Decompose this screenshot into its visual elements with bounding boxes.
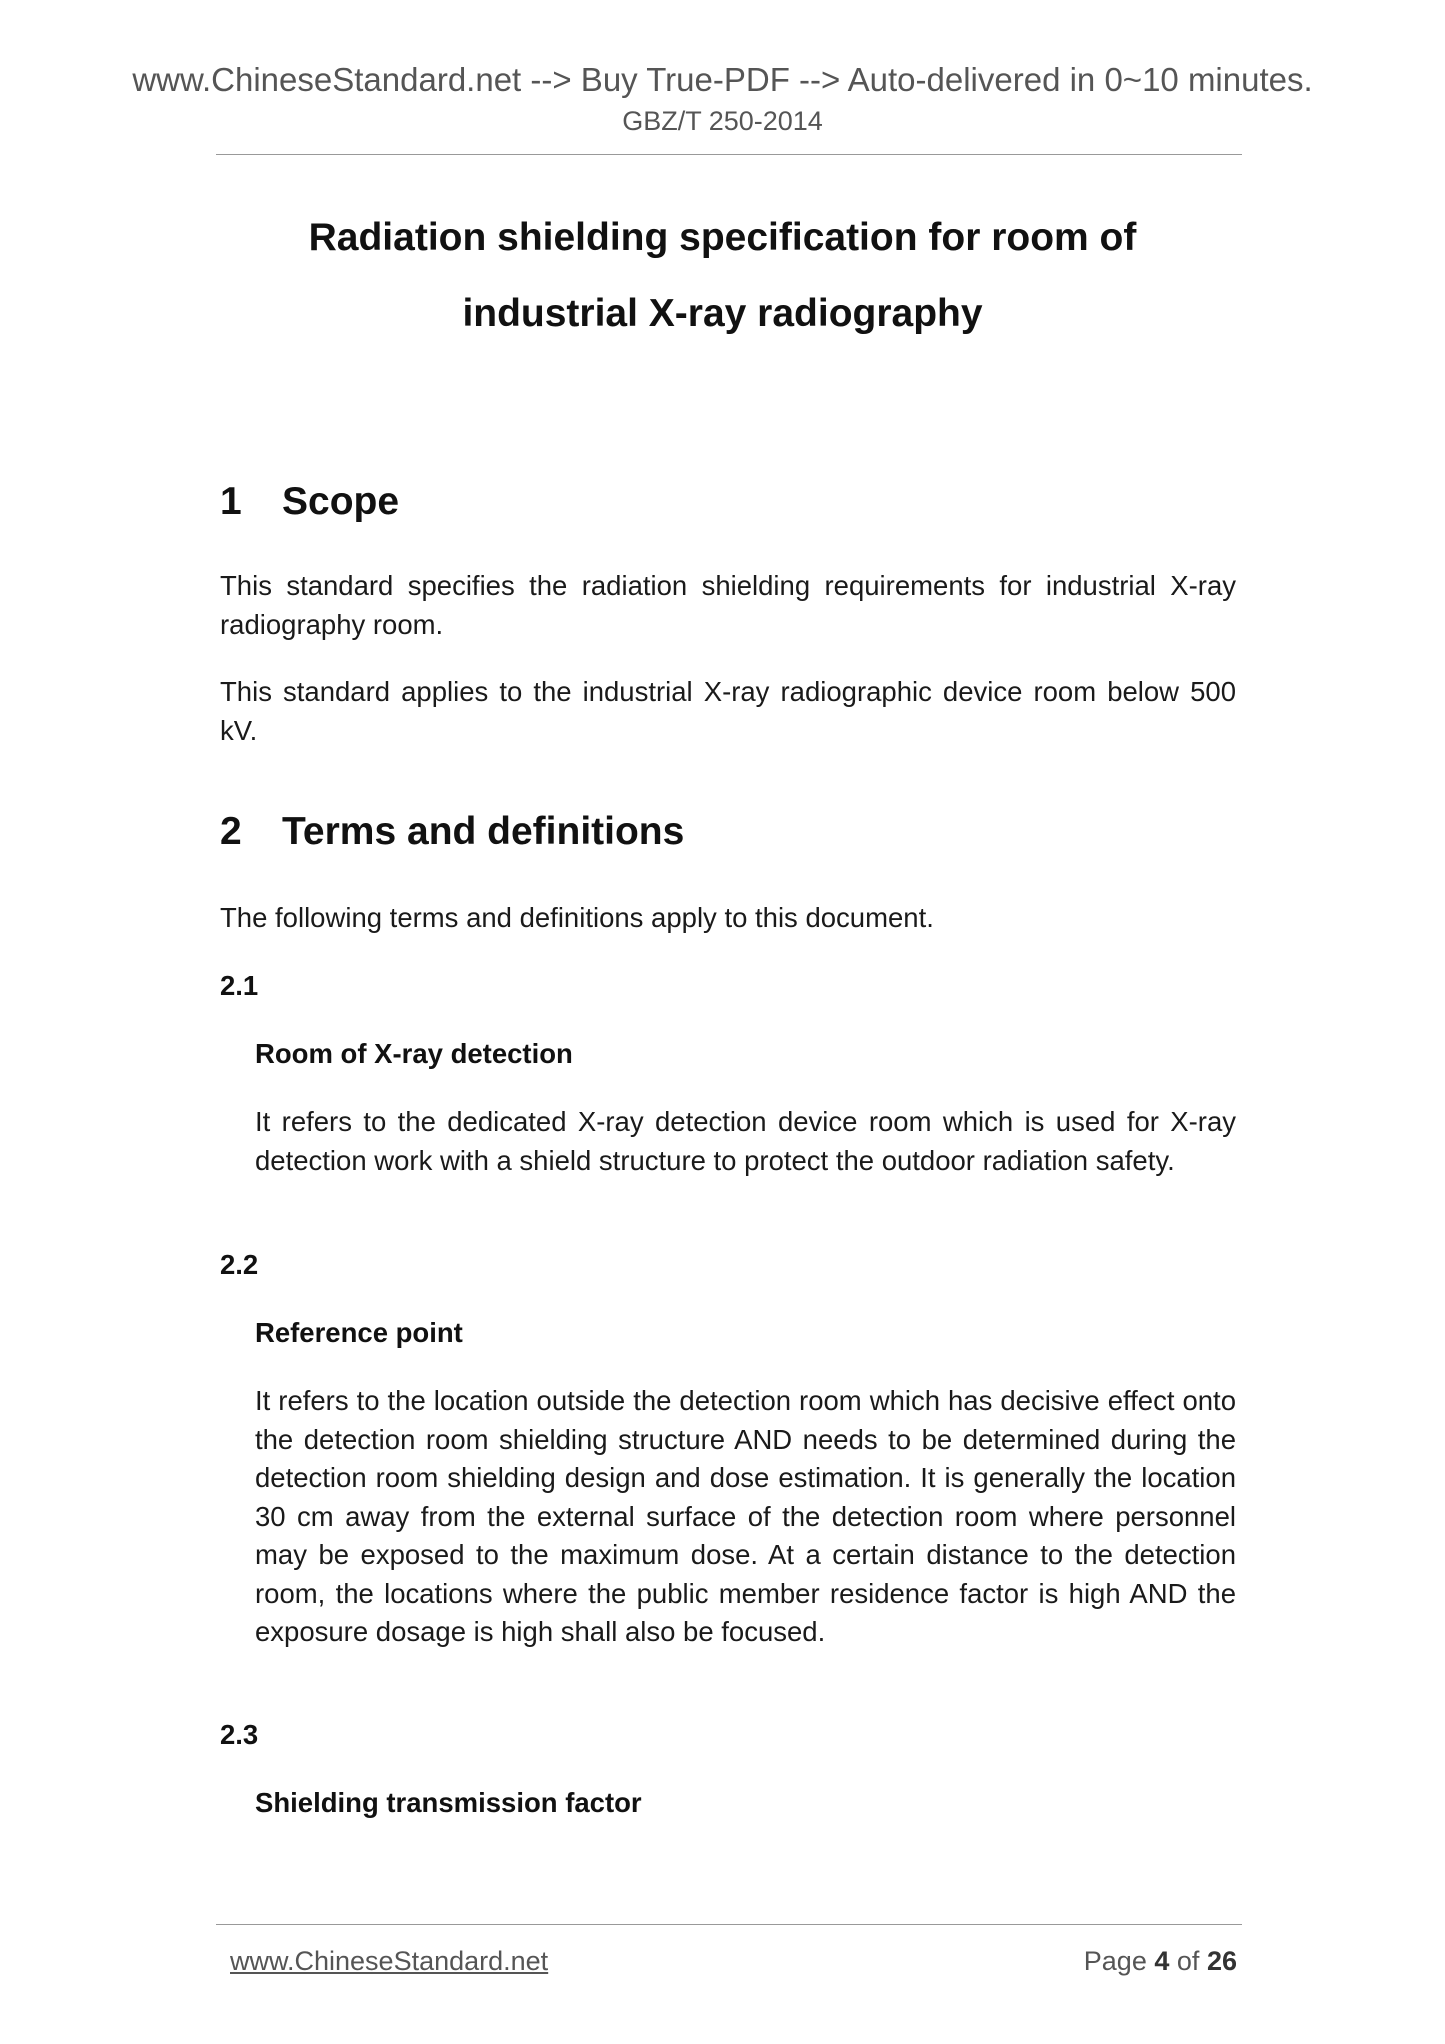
section-1-heading — [220, 478, 399, 526]
document-code: GBZ/T 250-2014 — [622, 106, 823, 136]
clause-2-3-term: Shielding transmission factor — [255, 1787, 642, 1818]
page-number — [1084, 1944, 1237, 1978]
page-prefix: Page — [1083, 1946, 1147, 1976]
section-2-title: Terms and definitions — [282, 810, 685, 853]
section-1-number: 1 — [220, 480, 242, 523]
page-current: 4 — [1154, 1946, 1170, 1976]
section-2-heading — [220, 808, 684, 856]
section-2-number: 2 — [220, 810, 242, 853]
page-of: of — [1176, 1946, 1200, 1976]
footer-divider — [216, 1924, 1242, 1925]
terms-intro: The following terms and definitions apply to this document. — [220, 902, 934, 933]
footer-website-link[interactable]: www.ChineseStandard.net — [230, 1946, 549, 1976]
clause-2-2-term: Reference point — [255, 1317, 463, 1348]
document-title-line-1: Radiation shielding specification for room of — [308, 216, 1137, 259]
clause-2-1-number: 2.1 — [220, 970, 259, 1001]
clause-2-2-number: 2.2 — [220, 1249, 259, 1280]
scope-paragraph-1: This standard specifies the radiation shielding requirements for industrial X-ray radiography room. — [220, 570, 1236, 640]
clause-2-3-number: 2.3 — [220, 1719, 259, 1750]
clause-2-2-definition: It refers to the location outside the detection room which has decisive effect onto the detection room shielding structure AND needs to be determined during the detection room shielding design and dose estimation. It is generally the location 30 cm away from the external surface of the detection room where personnel may be exposed to the maximum dose. At a certain distance to the detection room, the locations where the public member residence factor is high AND the exposure dosage is high shall also be focused. — [255, 1385, 1236, 1647]
top-banner: www.ChineseStandard.net --> Buy True-PDF --> Auto-delivered in 0~10 minutes. — [132, 61, 1313, 98]
scope-paragraph-2: This standard applies to the industrial X-ray radiographic device room below 500 kV. — [220, 676, 1236, 746]
document-title-line-2: industrial X-ray radiography — [462, 292, 983, 335]
page-total: 26 — [1206, 1946, 1237, 1976]
clause-2-1-definition: It refers to the dedicated X-ray detection device room which is used for X-ray detection work with a shield structure to protect the outdoor radiation safety. — [255, 1106, 1236, 1176]
section-1-title: Scope — [282, 480, 400, 523]
clause-2-1-term: Room of X-ray detection — [255, 1038, 573, 1069]
header-divider — [216, 154, 1242, 155]
